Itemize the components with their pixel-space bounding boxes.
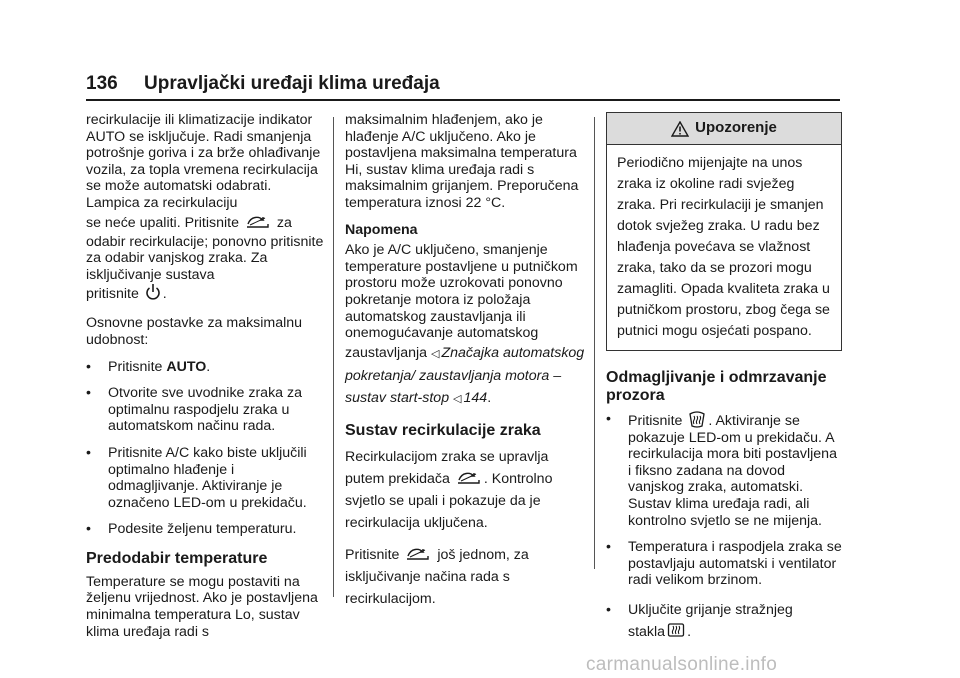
column-divider-2	[594, 117, 595, 569]
list-item: • Temperatura i raspodjela zraka se postavljaju automatski i ventilator radi velikom brzinom.	[606, 539, 842, 589]
cross-reference-page[interactable]: 144	[463, 389, 488, 406]
page-header	[86, 73, 840, 109]
warning-box	[606, 112, 842, 351]
rear-window-defrost-icon	[667, 622, 685, 639]
list-item: • Otvorite sve uvodnike zraka za optimalnu raspodjelu zraka u automatskom načinu rada.	[86, 385, 302, 435]
reference-icon: ◁	[453, 392, 462, 405]
paragraph: Recirkulacijom zraka se upravlja putem prekidača . Kontrolno svjetlo se upali i pokazuje da je recirkulacija uključena.	[345, 448, 553, 531]
paragraph: Temperature se mogu postaviti na željenu vrijednost. Ako je postavljena minimalna temperatura Lo, sustav klima uređaja radi s	[86, 573, 318, 640]
column-divider-1	[333, 117, 334, 597]
list-item: • Pritisnite A/C kako biste uključili optimalno hlađenje i odmagljivanje. Aktiviranje je označeno LED-om u prekidaču.	[86, 444, 307, 511]
list-item: • Pritisnite . Aktiviranje se pokazuje LED-om u prekidaču. A recirkulacija mora biti postavljena i fiksno zadana na dovod vanjskog zraka, automatski. Sustav klima uređaja radi, ali kontrolno svjetlo se ne mijenja.	[606, 411, 837, 529]
page-title: Upravljački uređaji klima uređaja	[144, 73, 440, 94]
recirculation-icon	[245, 214, 271, 230]
list-item: • Uključite grijanje stražnjeg stakla .	[606, 601, 793, 640]
paragraph: Pritisnite još jednom, za isključivanje načina rada s recirkulacijom.	[345, 546, 529, 607]
section-heading: Odmagljivanje i odmrzavanje prozora	[606, 369, 827, 404]
note-label: Napomena	[345, 221, 418, 238]
power-icon	[145, 283, 161, 301]
warning-triangle-icon	[671, 121, 689, 137]
windshield-defrost-icon	[688, 411, 706, 428]
note-paragraph: Ako je A/C uključeno, smanjenje temperature postavljene u putničkom prostoru može uzrokovati ponovno pokretanje motora iz položaja automatskog zaustavljanja ili onemogućavanje automatskog zaustavljanja ◁ Značajka automatskog pokretanja/ zaustavljanja motora – sustav start-stop ◁ 144.	[345, 242, 585, 406]
paragraph: maksimalnim hlađenjem, ako je hlađenje A/C uključeno. Ako je postavljena maksimalna temperatura Hi, sustav klima uređaja radi s maksimalnim grijanjem. Preporučena temperatura iznosi 22 °C.	[345, 112, 579, 211]
section-heading: Predodabir temperature	[86, 549, 268, 567]
list-item: • Pritisnite AUTO.	[86, 358, 211, 375]
page-number: 136	[86, 73, 118, 94]
column-1	[86, 112, 326, 650]
section-heading: Sustav recirkulacije zraka	[345, 421, 541, 439]
column-3	[606, 112, 842, 653]
warning-header	[607, 113, 841, 145]
paragraph: recirkulacije ili klimatizacije indikator AUTO se isključuje. Radi smanjenja potrošnje goriva i za brže ohlađivanje vozila, za topla vremena recirkulacija se može automatski odabrati. Lampica za recirkulaciju se neće upaliti. Pritisnite za odabir recirkulacije; ponovno pritisnite za odabir vanjskog zraka. Za isključivanje sustava pritisnite .	[86, 112, 324, 303]
header-rule	[86, 99, 840, 101]
watermark: carmanualsonline.info	[586, 654, 778, 675]
recirculation-icon	[405, 546, 431, 562]
warning-title: Upozorenje	[695, 119, 777, 137]
reference-icon: ◁	[430, 347, 440, 360]
paragraph: Osnovne postavke za maksimalnu udobnost:	[86, 315, 303, 348]
cross-reference-link[interactable]: Značajka automatskog pokretanja/ zaustavljanja motora – sustav start-stop	[345, 344, 585, 406]
warning-text: Periodično mijenjajte na unos zraka iz okoline radi svježeg zraka. Pri recirkulaciji je smanjen dotok svježeg zraka. U radu bez hlađenja povećava se vlažnost zraka, tako da se prozori mogu zamagliti. Opada kvaliteta zraka u putničkom prostoru, zbog čega se putnici mogu osjećati pospano.	[617, 155, 830, 339]
recirculation-icon	[456, 470, 482, 486]
list-item: • Podesite željenu temperaturu.	[86, 521, 297, 538]
column-2	[345, 112, 585, 620]
